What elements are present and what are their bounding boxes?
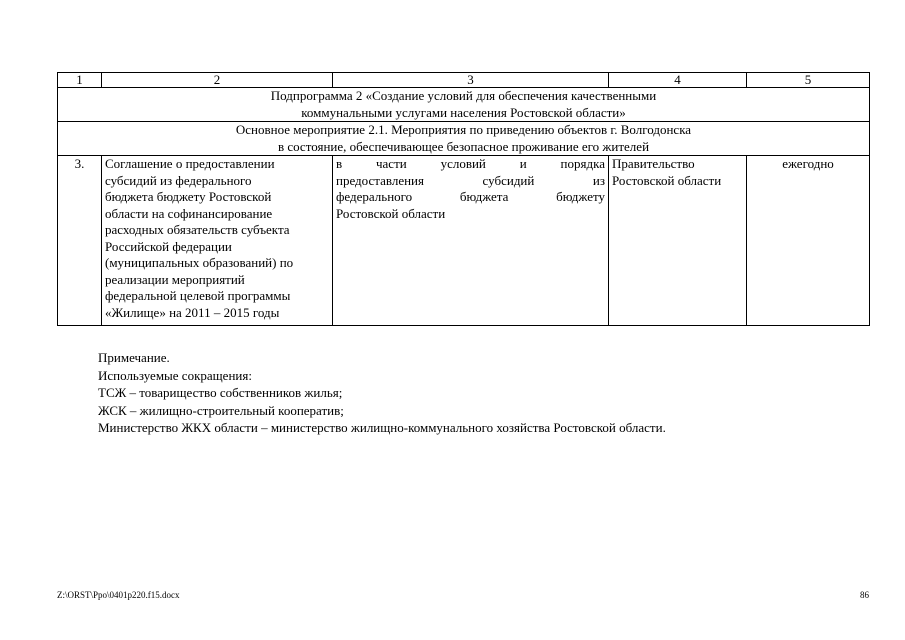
document-line: (муниципальных образований) по — [105, 255, 294, 270]
main-activity-title-line: Основное мероприятие 2.1. Мероприятия по приведению объектов г. Волгодонска — [235, 122, 692, 137]
column-number: 3 — [333, 73, 609, 88]
main-activity-title-line: в состояние, обеспечивающее безопасное проживание его жителей — [277, 138, 650, 154]
column-number: 5 — [747, 73, 870, 88]
main-activity-title — [58, 122, 870, 156]
document-line: Российской федерации — [105, 238, 232, 254]
document-line: расходных обязательств субъекта — [105, 222, 290, 237]
subprogram-row — [58, 88, 870, 122]
file-path: Z:\ORST\Ppo\0401p220.f15.docx — [57, 590, 180, 600]
notes-line: Примечание. — [98, 350, 170, 365]
subject-line: в части условий и порядка — [336, 156, 605, 171]
notes-line: Используемые сокращения: — [98, 367, 252, 383]
row-executor — [609, 156, 747, 326]
subprogram-title-line: коммунальными услугами населения Ростовской области» — [301, 104, 626, 120]
notes-line: Министерство ЖКХ области – министерство жилищно-коммунального хозяйства Ростовской области. — [98, 420, 666, 435]
document-line: федеральной целевой программы — [105, 288, 291, 303]
document-line: Соглашение о предоставлении — [105, 156, 275, 171]
subject-line: предоставления субсидий из — [336, 172, 605, 188]
main-activity-row — [58, 122, 870, 156]
row-number: 3. — [58, 156, 102, 326]
table-row — [58, 156, 870, 326]
executor-line: Правительство — [612, 156, 695, 171]
column-number: 4 — [609, 73, 747, 88]
document-line: реализации мероприятий — [105, 271, 245, 287]
column-number: 2 — [102, 73, 333, 88]
notes-line: ЖСК – жилищно-строительный кооператив; — [98, 402, 344, 418]
page-number: 86 — [860, 590, 869, 600]
subject-line: федерального бюджета бюджету — [336, 189, 605, 204]
row-document — [102, 156, 333, 326]
row-term: ежегодно — [747, 156, 870, 326]
document-line: субсидий из федерального — [105, 172, 252, 188]
row-subject — [333, 156, 609, 326]
subprogram-title — [58, 88, 870, 122]
executor-line: Ростовской области — [612, 172, 722, 188]
column-number: 1 — [58, 73, 102, 88]
activities-table — [57, 72, 870, 326]
document-line: области на софинансирование — [105, 205, 273, 221]
document-line: бюджета бюджету Ростовской — [105, 189, 272, 204]
notes-block — [98, 349, 858, 437]
document-line: «Жилище» на 2011 – 2015 годы — [105, 304, 280, 320]
column-number-row — [58, 73, 870, 88]
notes-line: ТСЖ – товарищество собственников жилья; — [98, 385, 343, 400]
subject-line: Ростовской области — [336, 205, 446, 221]
subprogram-title-line: Подпрограмма 2 «Создание условий для обеспечения качественными — [270, 88, 657, 103]
